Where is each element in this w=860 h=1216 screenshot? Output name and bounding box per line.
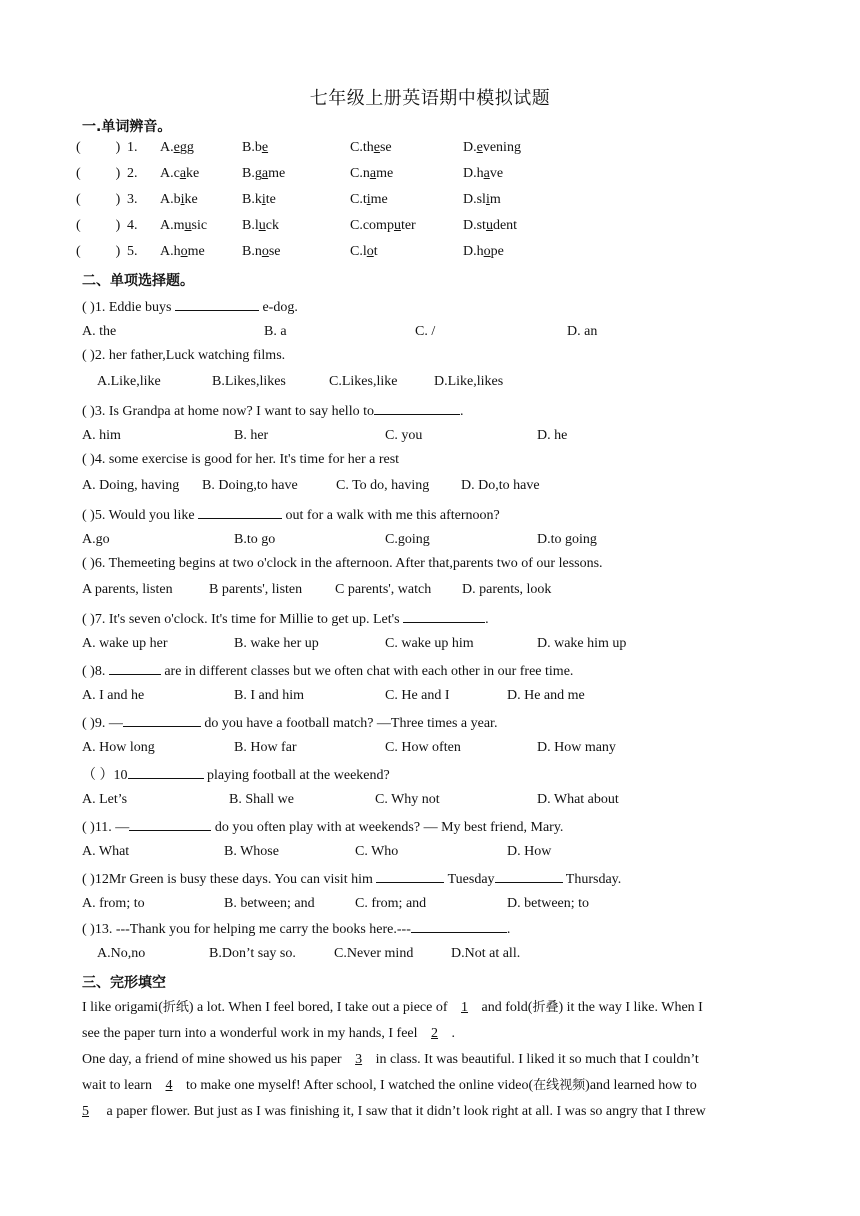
answer-bracket[interactable]: ( ) [76, 244, 121, 259]
options-q12 [0, 894, 860, 914]
option-c: C. He and I [385, 688, 450, 703]
option-b: B.Don’t say so. [209, 946, 296, 961]
option-d: D.have [463, 166, 504, 181]
option-d: D. How [507, 844, 552, 859]
question-7: ( )7. It's seven o'clock. It's time for Millie to get up. Let's . [82, 608, 782, 630]
option-c: C. To do, having [336, 478, 430, 493]
phonics-row [0, 242, 860, 262]
options-q3 [0, 426, 860, 446]
options-q4 [0, 476, 860, 496]
question-11: ( )11. — do you often play with at weekends? — My best friend, Mary. [82, 816, 782, 838]
question-3: ( )3. Is Grandpa at home now? I want to say hello to . [82, 400, 782, 422]
options-q7 [0, 634, 860, 654]
answer-blank[interactable] [403, 608, 485, 623]
option-a: A. Doing, having [82, 478, 180, 493]
options-q8 [0, 686, 860, 706]
option-d: D. an [567, 324, 598, 339]
option-d: D. He and me [507, 688, 585, 703]
question-5: ( )5. Would you like out for a walk with me this afternoon? [82, 504, 782, 526]
option-b: B.to go [234, 532, 276, 547]
question-10: （ ）10 playing football at the weekend? [82, 764, 782, 786]
option-a: A.Like,like [97, 374, 161, 389]
option-b: B. a [264, 324, 287, 339]
option-a: A. him [82, 428, 121, 443]
option-c: C.computer [350, 218, 416, 233]
question-1: ( )1. Eddie buys e-dog. [82, 296, 782, 318]
option-b: B.game [242, 166, 286, 181]
option-b: B. between; and [224, 896, 315, 911]
options-q10 [0, 790, 860, 810]
option-d: D. How many [537, 740, 616, 755]
option-a: A.music [160, 218, 208, 233]
option-b: B.kite [242, 192, 276, 207]
option-d: D.Not at all. [451, 946, 521, 961]
passage-line-2: see the paper turn into a wonderful work in my hands, I feel 2 . [82, 1026, 456, 1041]
option-b: B parents', listen [209, 582, 303, 597]
option-a: A.home [160, 244, 205, 259]
cloze-blank-4[interactable]: 4 [165, 1078, 173, 1093]
passage-line-3: One day, a friend of mine showed us his paper 3 in class. It was beautiful. I liked it so much that I couldn’t [82, 1052, 699, 1067]
question-8: ( )8. are in different classes but we often chat with each other in our free time. [82, 660, 782, 682]
option-d: D.evening [463, 140, 521, 155]
cloze-blank-3[interactable]: 3 [355, 1052, 363, 1067]
options-q2 [0, 372, 860, 392]
options-q9 [0, 738, 860, 758]
option-c: C parents', watch [335, 582, 432, 597]
answer-blank[interactable] [376, 868, 444, 883]
option-a: A. Let’s [82, 792, 128, 807]
option-a: A.go [82, 532, 110, 547]
option-b: B. Doing,to have [202, 478, 298, 493]
options-q1 [0, 322, 860, 342]
option-a: A.egg [160, 140, 194, 155]
option-c: C.these [350, 140, 392, 155]
option-b: B. Shall we [229, 792, 294, 807]
option-c: C. wake up him [385, 636, 474, 651]
cloze-blank-5[interactable]: 5 [82, 1104, 89, 1119]
option-d: D.slim [463, 192, 501, 207]
question-number: 1. [127, 140, 138, 155]
option-a: A. wake up her [82, 636, 168, 651]
answer-bracket[interactable]: ( ) [76, 166, 121, 181]
option-c: C.going [385, 532, 430, 547]
option-c: C. from; and [355, 896, 427, 911]
question-number: 3. [127, 192, 138, 207]
option-d: D. wake him up [537, 636, 627, 651]
option-c: C. How often [385, 740, 461, 755]
question-9: ( )9. — do you have a football match? —Three times a year. [82, 712, 782, 734]
option-d: D. parents, look [462, 582, 552, 597]
question-4: ( )4. some exercise is good for her. It's time for her a rest [82, 452, 400, 467]
option-d: D. What about [537, 792, 619, 807]
passage-line-4: wait to learn 4 to make one myself! After school, I watched the online video(在线视频)and learned how to [82, 1078, 697, 1093]
answer-blank[interactable] [175, 296, 259, 311]
option-b: B. I and him [234, 688, 304, 703]
option-b: B. wake her up [234, 636, 319, 651]
option-c: C.lot [350, 244, 378, 259]
answer-blank[interactable] [129, 816, 211, 831]
question-number: 2. [127, 166, 138, 181]
option-d: D. Do,to have [461, 478, 540, 493]
option-c: C.Likes,like [329, 374, 398, 389]
option-a: A. from; to [82, 896, 145, 911]
answer-blank[interactable] [198, 504, 282, 519]
answer-bracket[interactable]: ( ) [76, 140, 121, 155]
option-c: C.name [350, 166, 394, 181]
option-c: C. you [385, 428, 423, 443]
options-q13 [0, 944, 860, 964]
passage-line-5: 5 a paper flower. But just as I was finishing it, I saw that it didn’t look right at all. I was so angry that I threw [82, 1104, 706, 1119]
option-b: B.luck [242, 218, 279, 233]
answer-blank[interactable] [411, 918, 507, 933]
option-d: D. between; to [507, 896, 590, 911]
option-c: C. Why not [375, 792, 440, 807]
option-b: B.Likes,likes [212, 374, 286, 389]
option-d: D.Like,likes [434, 374, 504, 389]
question-12: ( )12Mr Green is busy these days. You can visit him Tuesday Thursday. [82, 868, 782, 890]
answer-bracket[interactable]: ( ) [76, 218, 121, 233]
answer-blank[interactable] [123, 712, 201, 727]
phonics-row [0, 164, 860, 184]
option-b: B. How far [234, 740, 297, 755]
option-d: D. he [537, 428, 568, 443]
question-13: ( )13. ---Thank you for helping me carry the books here.--- . [82, 918, 782, 940]
options-q11 [0, 842, 860, 862]
option-c: C. Who [355, 844, 399, 859]
section-3-heading: 三、完形填空 [82, 975, 166, 991]
passage-line-1: I like origami(折纸) a lot. When I feel bored, I take out a piece of 1 and fold(折叠) it the way I like. When I [82, 1000, 703, 1015]
option-a: A. I and he [82, 688, 145, 703]
answer-blank[interactable] [495, 868, 563, 883]
option-d: D.student [463, 218, 518, 233]
page-title: 七年级上册英语期中模拟试题 [309, 88, 551, 109]
phonics-row [0, 216, 860, 236]
phonics-row [0, 190, 860, 210]
answer-bracket[interactable]: ( ) [76, 192, 121, 207]
option-a: A. How long [82, 740, 155, 755]
question-number: 4. [127, 218, 138, 233]
option-b: B.be [242, 140, 269, 155]
option-b: B. Whose [224, 844, 279, 859]
option-c: C.Never mind [334, 946, 414, 961]
cloze-blank-2[interactable]: 2 [431, 1026, 439, 1041]
question-6: ( )6. Themeeting begins at two o'clock in the afternoon. After that,parents two of our lessons. [82, 556, 603, 571]
option-d: D.hope [463, 244, 504, 259]
option-b: B.nose [242, 244, 281, 259]
option-c: C.time [350, 192, 388, 207]
section-1-heading: 一.单词辨音。 [82, 119, 172, 135]
options-q5 [0, 530, 860, 550]
option-a: A. What [82, 844, 130, 859]
options-q6 [0, 580, 860, 600]
answer-blank[interactable] [109, 660, 161, 675]
option-a: A.No,no [97, 946, 146, 961]
question-number: 5. [127, 244, 138, 259]
option-d: D.to going [537, 532, 597, 547]
option-a: A.bike [160, 192, 198, 207]
answer-blank[interactable] [374, 400, 460, 415]
option-a: A parents, listen [82, 582, 173, 597]
option-a: A.cake [160, 166, 200, 181]
cloze-blank-1[interactable]: 1 [461, 1000, 469, 1015]
option-c: C. / [415, 324, 436, 339]
question-2: ( )2. her father,Luck watching films. [82, 348, 286, 363]
option-b: B. her [234, 428, 269, 443]
phonics-row [0, 138, 860, 158]
answer-blank[interactable] [128, 764, 204, 779]
section-2-heading: 二、单项选择题。 [82, 273, 194, 289]
option-a: A. the [82, 324, 117, 339]
